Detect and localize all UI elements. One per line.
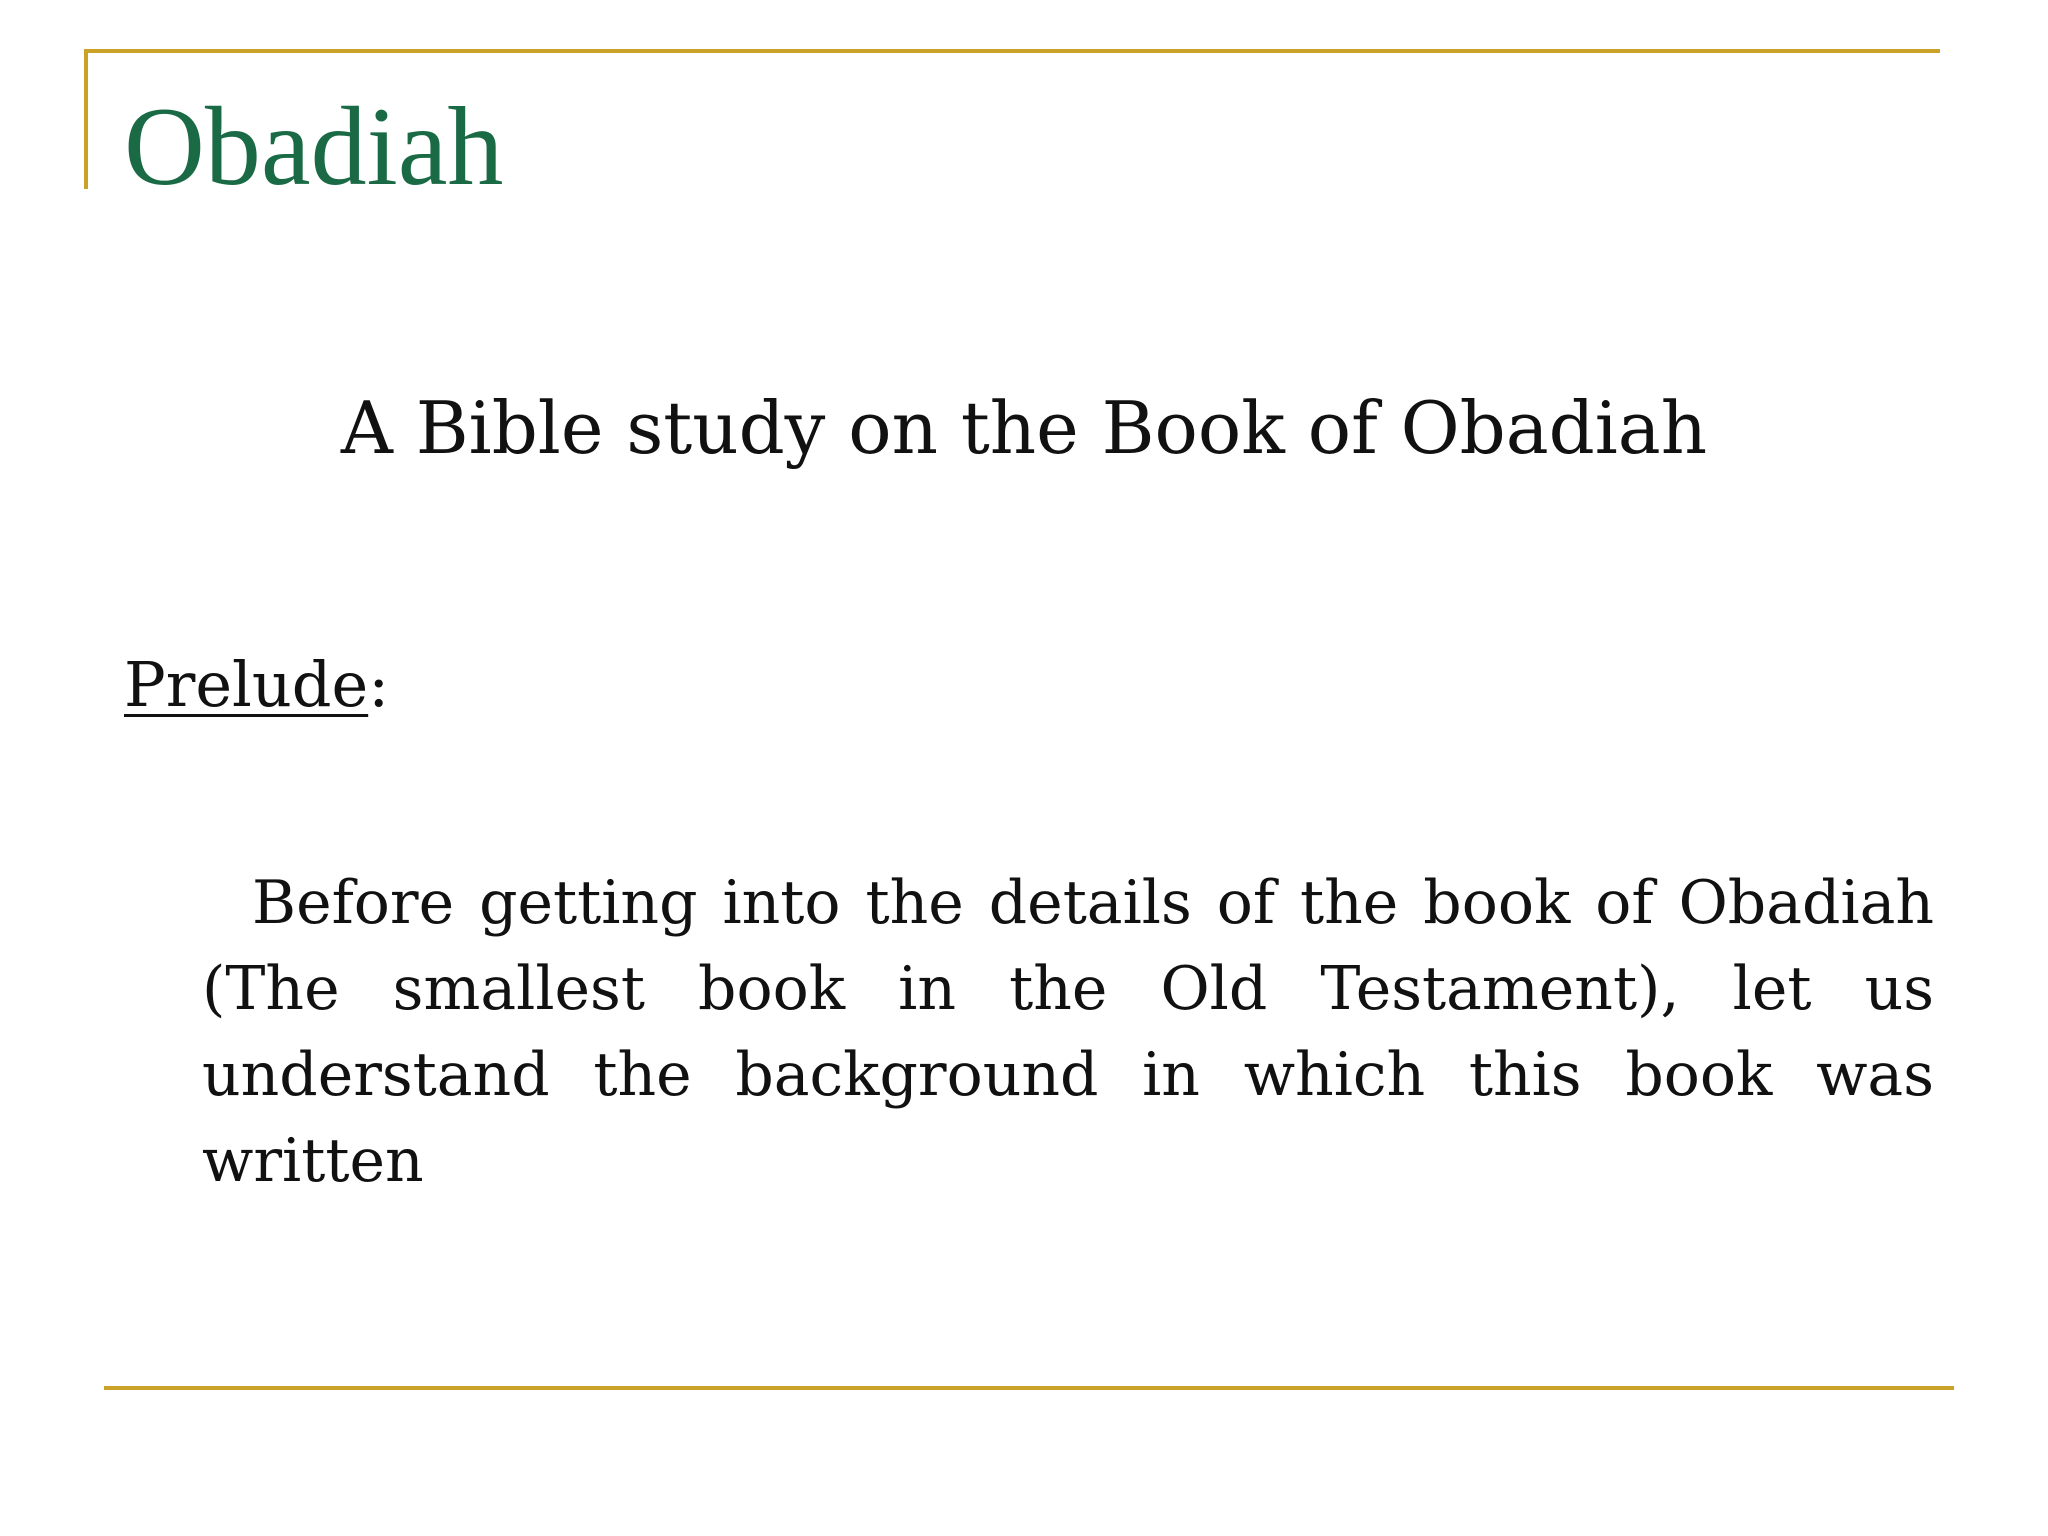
prelude-colon: : — [368, 648, 390, 721]
prelude-heading — [124, 640, 389, 730]
slide-title: Obadiah — [124, 85, 504, 209]
bottom-accent-rule — [104, 1386, 1954, 1390]
prelude-label: Prelude — [124, 648, 369, 721]
prelude-body-text: Before getting into the details of the book of Obadiah (The smallest book in the Old Testament), let us understand the background in which this book was written — [202, 868, 1934, 1196]
slide-subtitle: A Bible study on the Book of Obadiah — [340, 386, 1708, 470]
left-accent-rule — [84, 49, 88, 189]
top-accent-rule — [84, 49, 1940, 53]
